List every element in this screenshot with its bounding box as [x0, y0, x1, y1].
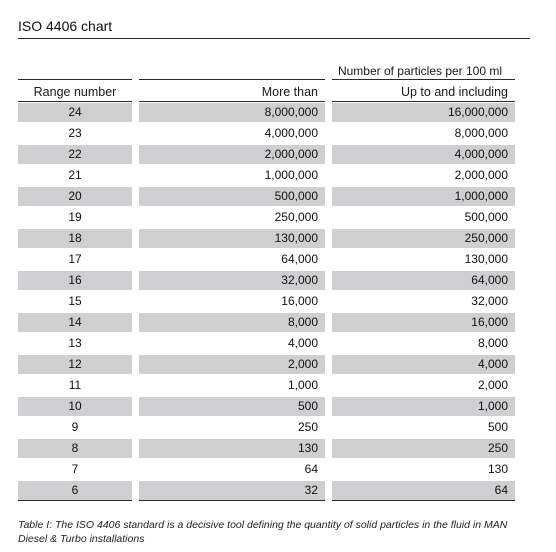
- table-row: [0, 480, 556, 501]
- table-caption: Table I: The ISO 4406 standard is a decisive tool defining the quantity of solid particles in the fluid in MAN Diesel & Turbo installations: [18, 519, 508, 545]
- up-to-cell: 130: [487, 462, 508, 476]
- page-title: ISO 4406 chart: [18, 18, 113, 34]
- range-number-cell: 16: [18, 271, 132, 290]
- table-row: [0, 102, 556, 123]
- table-row: [0, 186, 556, 207]
- range-number-cell: 21: [68, 168, 82, 182]
- more-than-cell: 130: [139, 439, 325, 458]
- up-to-cell: 250: [332, 439, 515, 458]
- more-than-cell: 500: [139, 397, 325, 416]
- more-than-cell: 4,000: [287, 336, 318, 350]
- range-number-cell: 17: [68, 252, 82, 266]
- up-to-cell: 64,000: [332, 271, 515, 290]
- up-to-column-top-rule: [332, 79, 515, 80]
- particles-group-header: Number of particles per 100 ml: [337, 64, 503, 78]
- up-to-cell: 8,000: [477, 336, 508, 350]
- range-number-cell: 11: [68, 378, 82, 392]
- up-to-cell: 32,000: [471, 294, 508, 308]
- range-number-cell: 12: [18, 355, 132, 374]
- more-than-cell: 64: [304, 462, 318, 476]
- range-number-cell: 19: [68, 210, 82, 224]
- table-row: [0, 354, 556, 375]
- up-to-cell: 130,000: [464, 252, 508, 266]
- range-number-cell: 14: [18, 313, 132, 332]
- table-row: [0, 123, 556, 144]
- up-to-cell: 250,000: [332, 229, 515, 248]
- table-row: [0, 333, 556, 354]
- more-than-cell: 16,000: [281, 294, 318, 308]
- range-number-cell: 6: [18, 481, 132, 500]
- range-number-cell: 8: [18, 439, 132, 458]
- table-row: [0, 375, 556, 396]
- range-number-cell: 13: [68, 336, 82, 350]
- table-row: [0, 438, 556, 459]
- more-than-cell: 8,000: [139, 313, 325, 332]
- up-to-cell: 2,000,000: [454, 168, 508, 182]
- more-than-column-bottom-rule: [139, 500, 325, 501]
- range-column-bottom-rule: [18, 500, 132, 501]
- range-number-cell: 9: [71, 420, 79, 434]
- up-to-cell: 2,000: [477, 378, 508, 392]
- table-row: [0, 144, 556, 165]
- up-to-cell: 1,000,000: [332, 187, 515, 206]
- up-to-cell: 4,000,000: [332, 145, 515, 164]
- table-row: [0, 291, 556, 312]
- up-to-cell: 500,000: [464, 210, 508, 224]
- title-divider: [18, 38, 530, 39]
- more-than-cell: 130,000: [139, 229, 325, 248]
- more-than-column-top-rule: [139, 79, 325, 80]
- up-to-cell: 64: [332, 481, 515, 500]
- more-than-cell: 1,000: [287, 378, 318, 392]
- up-to-cell: 8,000,000: [454, 126, 508, 140]
- more-than-cell: 500,000: [139, 187, 325, 206]
- table-row: [0, 417, 556, 438]
- more-than-cell: 2,000,000: [139, 145, 325, 164]
- up-to-cell: 500: [487, 420, 508, 434]
- up-to-column-bottom-rule: [332, 500, 515, 501]
- range-number-cell: 7: [71, 462, 79, 476]
- more-than-cell: 64,000: [281, 252, 318, 266]
- table-row: [0, 312, 556, 333]
- more-than-cell: 4,000,000: [264, 126, 318, 140]
- table-row: [0, 459, 556, 480]
- range-column-top-rule: [18, 79, 132, 80]
- more-than-cell: 1,000,000: [264, 168, 318, 182]
- range-number-cell: 22: [18, 145, 132, 164]
- more-than-cell: 250,000: [274, 210, 318, 224]
- up-to-cell: 16,000: [332, 313, 515, 332]
- column-header-more-than: More than: [261, 85, 318, 99]
- more-than-cell: 32,000: [139, 271, 325, 290]
- more-than-cell: 2,000: [139, 355, 325, 374]
- more-than-cell: 250: [297, 420, 318, 434]
- more-than-cell: 32: [139, 481, 325, 500]
- table-row: [0, 228, 556, 249]
- table-row: [0, 207, 556, 228]
- up-to-cell: 1,000: [332, 397, 515, 416]
- table-row: [0, 165, 556, 186]
- iso-4406-table-body: [0, 102, 556, 501]
- range-number-cell: 18: [18, 229, 132, 248]
- column-header-up-to-and-including: Up to and including: [400, 85, 508, 99]
- range-number-cell: 15: [68, 294, 82, 308]
- range-number-cell: 20: [18, 187, 132, 206]
- table-row: [0, 249, 556, 270]
- range-number-cell: 24: [18, 103, 132, 122]
- table-row: [0, 396, 556, 417]
- up-to-cell: 4,000: [332, 355, 515, 374]
- table-row: [0, 270, 556, 291]
- range-number-cell: 23: [68, 126, 82, 140]
- column-header-range-number: Range number: [33, 85, 117, 99]
- up-to-cell: 16,000,000: [332, 103, 515, 122]
- range-number-cell: 10: [18, 397, 132, 416]
- more-than-cell: 8,000,000: [139, 103, 325, 122]
